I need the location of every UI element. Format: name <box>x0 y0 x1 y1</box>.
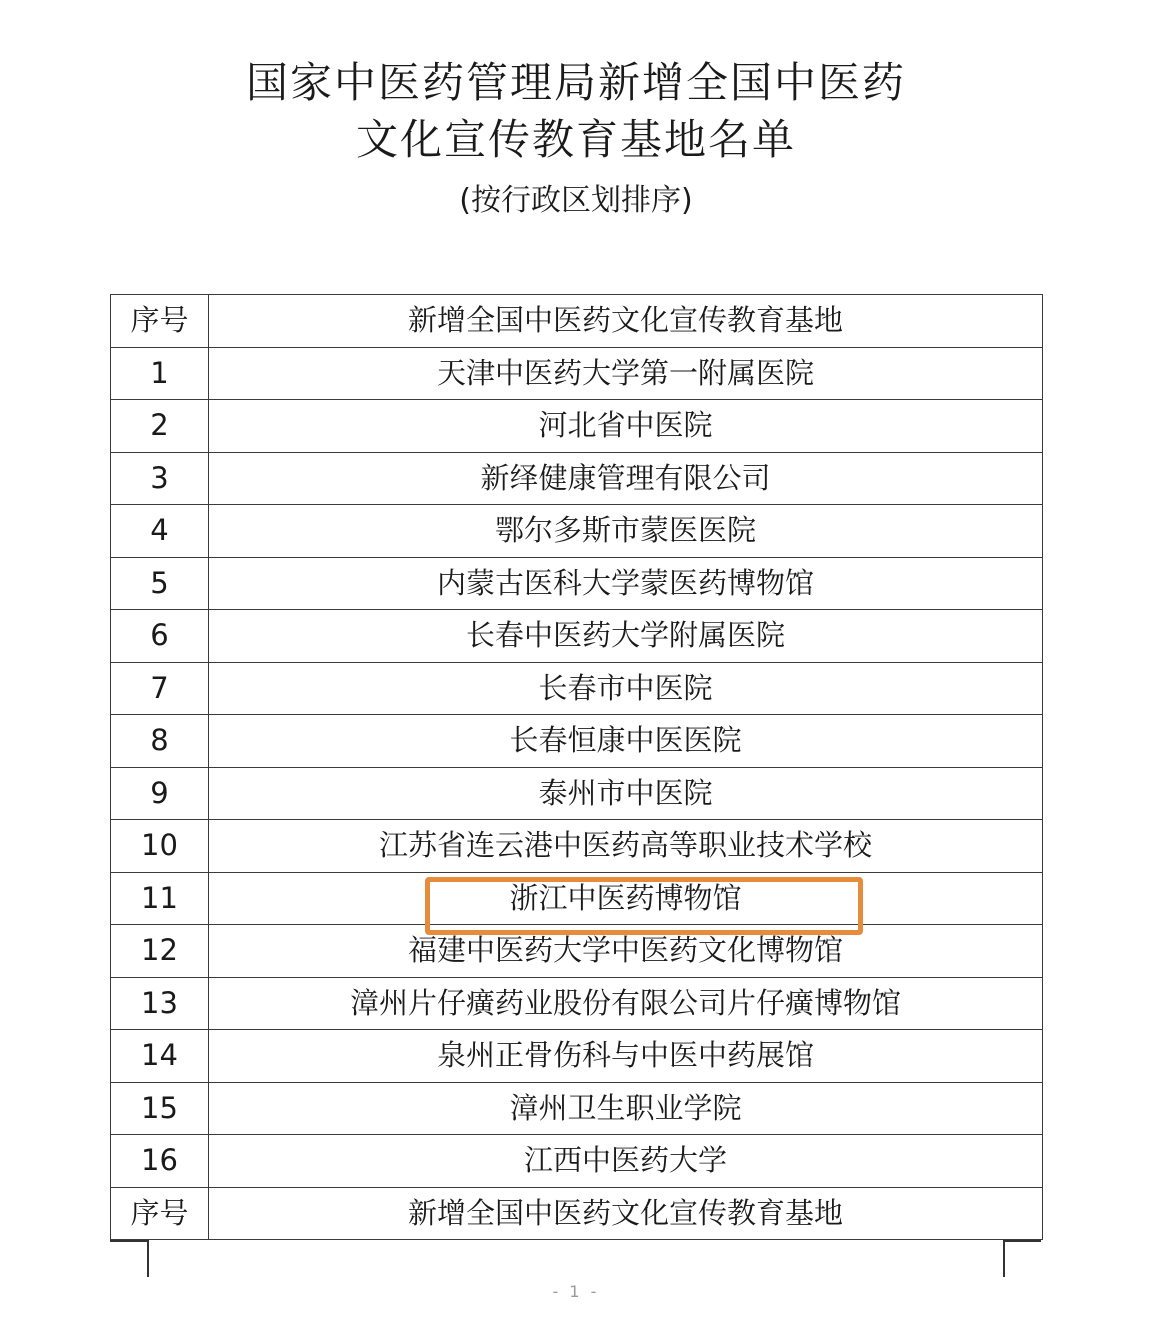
table-repeated-header-row <box>111 1187 1043 1240</box>
table-header-row <box>111 295 1043 348</box>
row-base-name: 长春中医药大学附属医院 <box>209 610 1043 663</box>
row-index: 10 <box>111 820 209 873</box>
repeated-header-base-name: 新增全国中医药文化宣传教育基地 <box>209 1187 1043 1240</box>
crop-mark-right-vertical <box>1003 1240 1005 1277</box>
table-row <box>111 767 1043 820</box>
row-base-name: 泉州正骨伤科与中医中药展馆 <box>209 1030 1043 1083</box>
row-index: 13 <box>111 977 209 1030</box>
row-index: 2 <box>111 400 209 453</box>
table-row <box>111 557 1043 610</box>
row-base-name: 浙江中医药博物馆 <box>209 872 1043 925</box>
document-subtitle: (按行政区划排序) <box>459 183 693 218</box>
row-base-name: 江西中医药大学 <box>209 1135 1043 1188</box>
table-row <box>111 925 1043 978</box>
row-base-name: 天津中医药大学第一附属医院 <box>209 347 1043 400</box>
crop-mark-right-horizontal <box>1003 1240 1041 1242</box>
row-base-name: 鄂尔多斯市蒙医医院 <box>209 505 1043 558</box>
document-title-line-2: 文化宣传教育基地名单 <box>355 115 796 164</box>
row-base-name: 内蒙古医科大学蒙医药博物馆 <box>209 557 1043 610</box>
row-index: 14 <box>111 1030 209 1083</box>
table-row <box>111 1082 1043 1135</box>
table-row <box>111 347 1043 400</box>
table-row <box>111 452 1043 505</box>
repeated-header-index: 序号 <box>111 1187 209 1240</box>
row-index: 15 <box>111 1082 209 1135</box>
table-row <box>111 977 1043 1030</box>
row-index: 11 <box>111 872 209 925</box>
row-index: 1 <box>111 347 209 400</box>
table-row <box>111 662 1043 715</box>
row-index: 4 <box>111 505 209 558</box>
table-row <box>111 610 1043 663</box>
table-row <box>111 820 1043 873</box>
table-row <box>111 715 1043 768</box>
row-index: 3 <box>111 452 209 505</box>
page-number: - 1 - <box>552 1282 600 1301</box>
crop-mark-left-vertical <box>147 1240 149 1277</box>
row-index: 6 <box>111 610 209 663</box>
row-base-name: 新绎健康管理有限公司 <box>209 452 1043 505</box>
row-index: 9 <box>111 767 209 820</box>
row-index: 7 <box>111 662 209 715</box>
row-base-name: 长春恒康中医医院 <box>209 715 1043 768</box>
document-title-line-1: 国家中医药管理局新增全国中医药 <box>245 58 906 107</box>
row-base-name: 漳州片仔癀药业股份有限公司片仔癀博物馆 <box>209 977 1043 1030</box>
row-base-name: 泰州市中医院 <box>209 767 1043 820</box>
table-row-highlighted <box>111 872 1043 925</box>
row-index: 16 <box>111 1135 209 1188</box>
row-base-name: 长春市中医院 <box>209 662 1043 715</box>
row-index: 12 <box>111 925 209 978</box>
table-row <box>111 1030 1043 1083</box>
row-base-name: 江苏省连云港中医药高等职业技术学校 <box>209 820 1043 873</box>
header-index: 序号 <box>111 295 209 348</box>
table-row <box>111 1135 1043 1188</box>
row-index: 5 <box>111 557 209 610</box>
row-base-name: 河北省中医院 <box>209 400 1043 453</box>
row-index: 8 <box>111 715 209 768</box>
row-base-name: 福建中医药大学中医药文化博物馆 <box>209 925 1043 978</box>
crop-mark-left-horizontal <box>110 1240 148 1242</box>
row-base-name: 漳州卫生职业学院 <box>209 1082 1043 1135</box>
header-base-name: 新增全国中医药文化宣传教育基地 <box>209 295 1043 348</box>
table-row <box>111 505 1043 558</box>
base-list-table <box>110 294 1043 1240</box>
table-row <box>111 400 1043 453</box>
